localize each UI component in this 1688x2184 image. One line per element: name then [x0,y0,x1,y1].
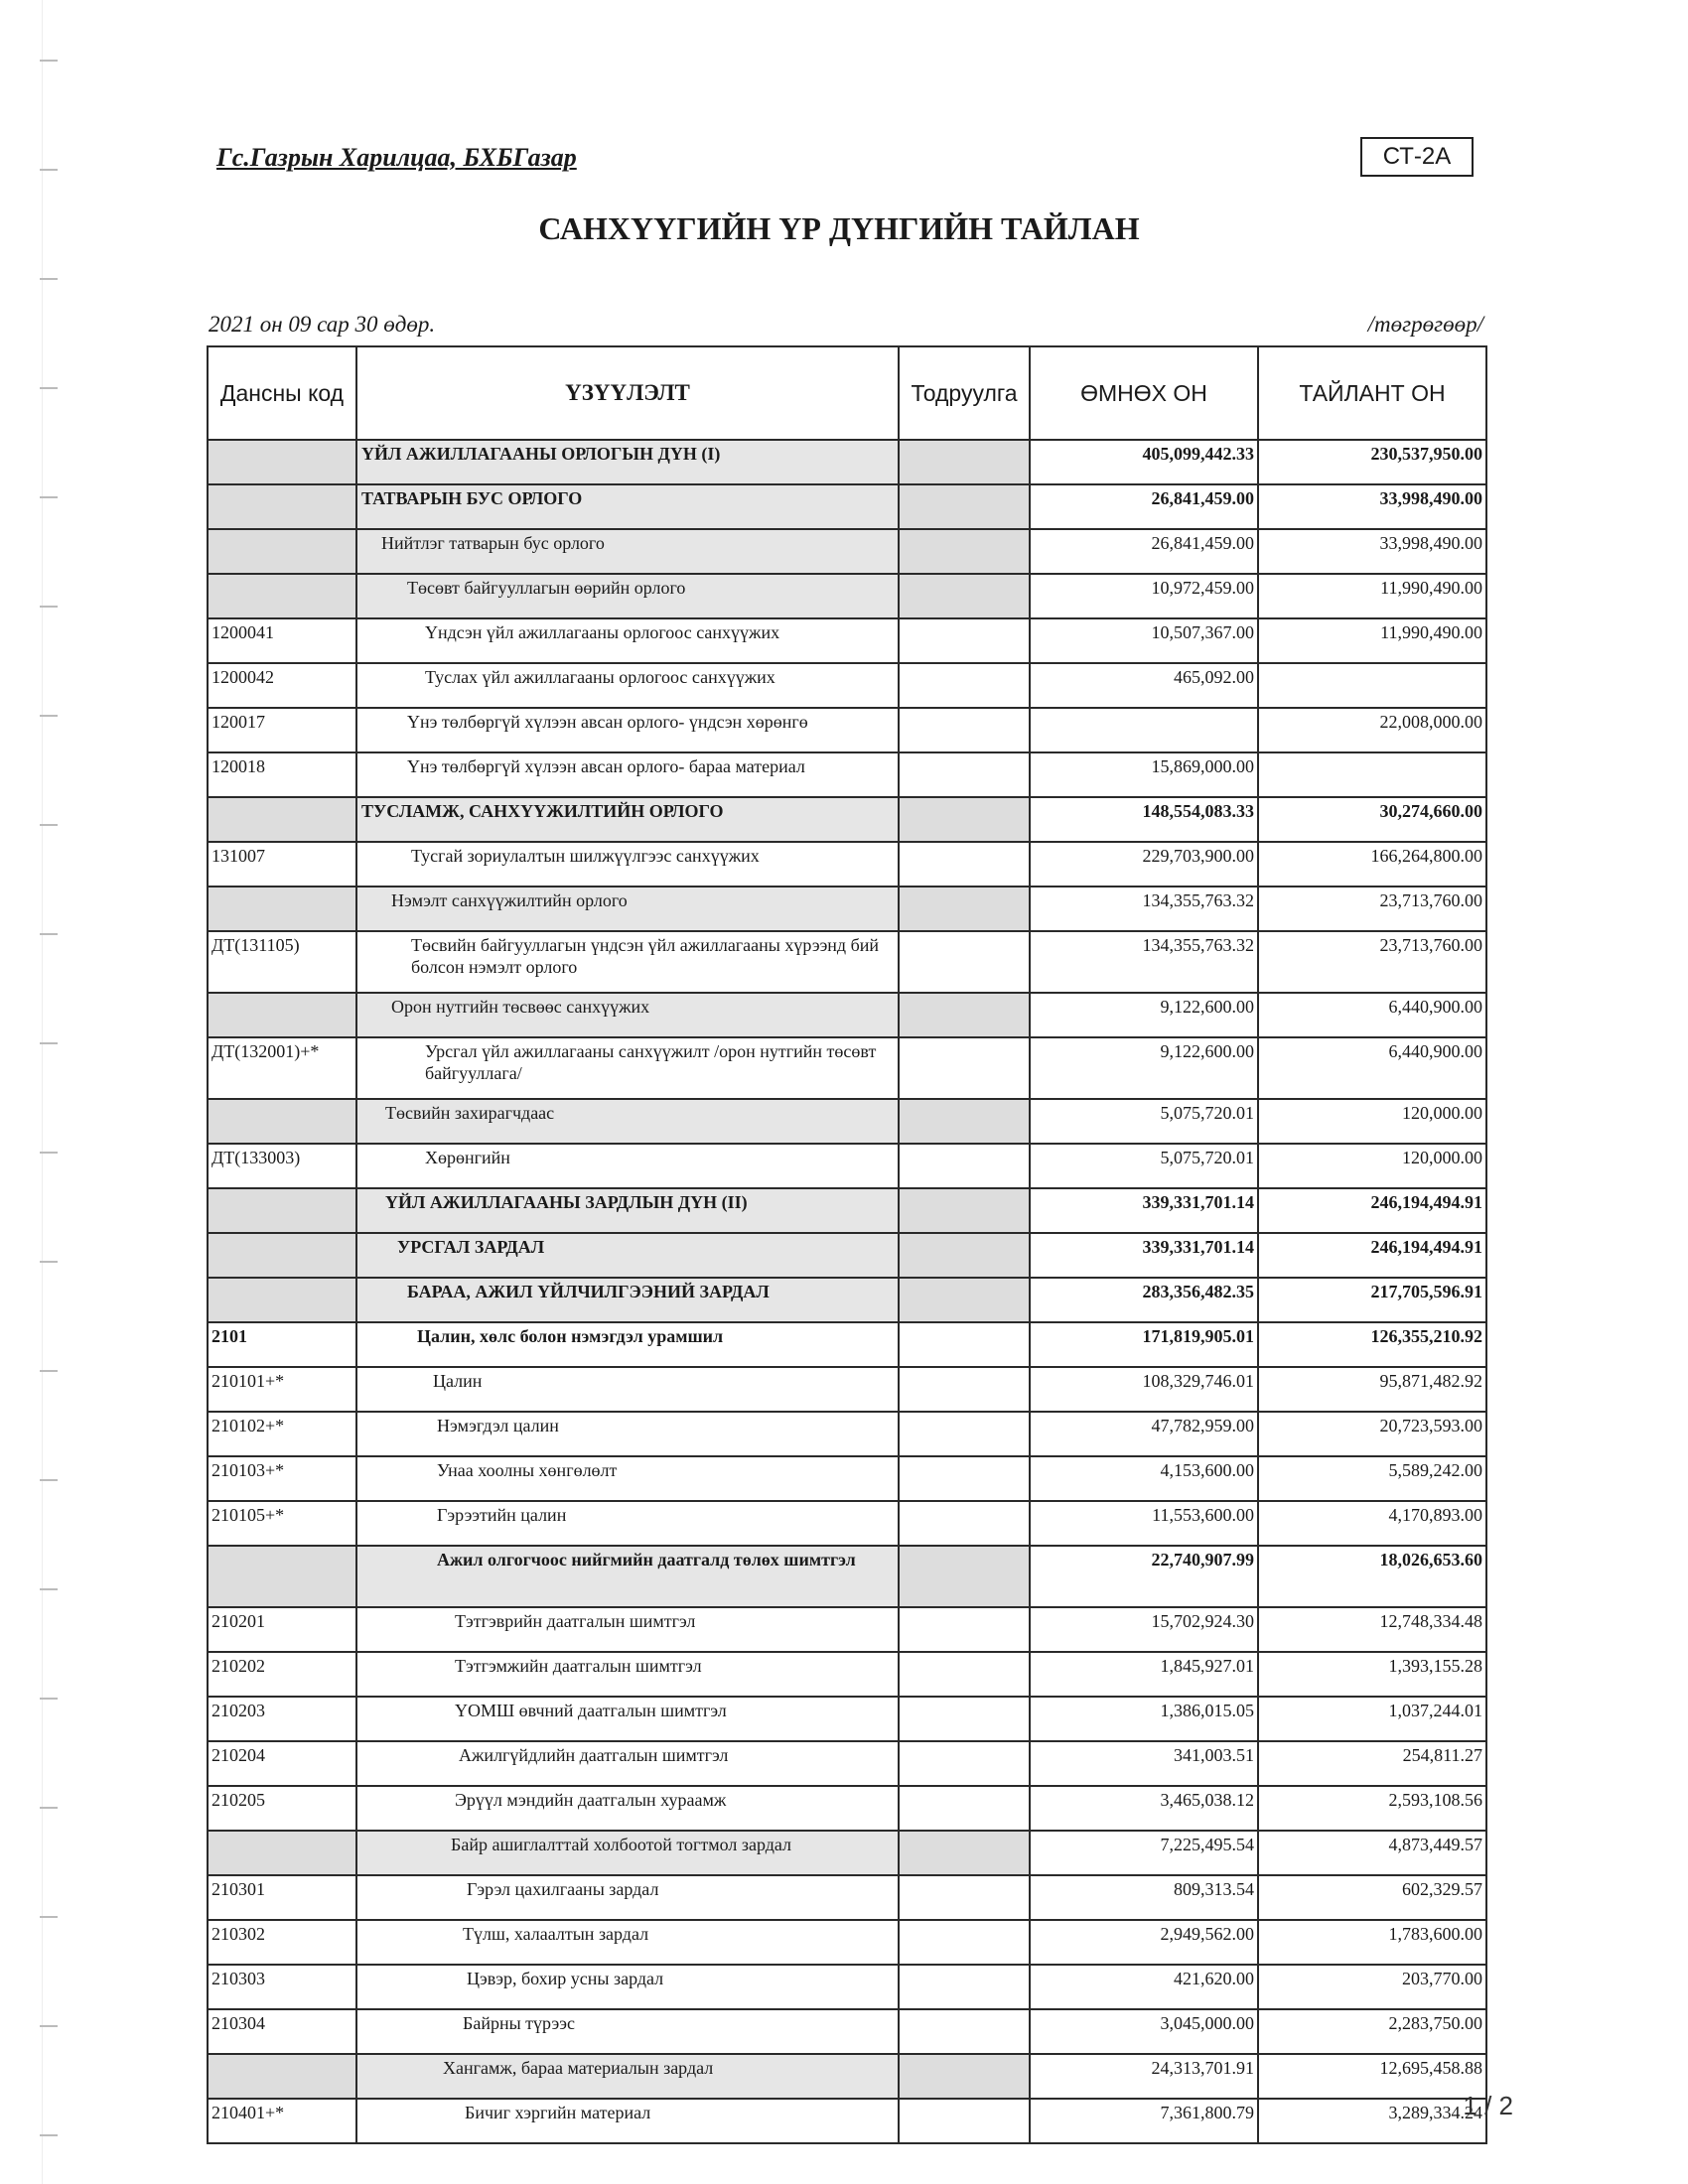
previous-year-value: 148,554,083.33 [1030,797,1258,842]
description-cell: Орон нутгийн төсвөөс санхүүжих [356,993,899,1037]
note-cell [899,1278,1030,1322]
binder-mark [40,1698,58,1700]
table-row [208,1144,1486,1188]
table-row [208,484,1486,529]
current-year-value: 20,723,593.00 [1258,1412,1486,1456]
table-row [208,2054,1486,2099]
previous-year-value: 339,331,701.14 [1030,1233,1258,1278]
account-code-cell [208,1546,356,1607]
page-number: 1 / 2 [1463,2091,1513,2120]
binder-mark [40,1916,58,1918]
note-cell [899,1831,1030,1875]
table-row [208,1037,1486,1099]
note-cell [899,1501,1030,1546]
current-year-value: 30,274,660.00 [1258,797,1486,842]
note-cell [899,1322,1030,1367]
previous-year-value: 283,356,482.35 [1030,1278,1258,1322]
note-cell [899,752,1030,797]
current-year-value: 22,008,000.00 [1258,708,1486,752]
binder-mark [40,2134,58,2136]
table-row [208,2099,1486,2143]
previous-year-value: 22,740,907.99 [1030,1546,1258,1607]
table-row [208,797,1486,842]
account-code-cell: 1200042 [208,663,356,708]
table-row [208,574,1486,618]
current-year-value [1258,663,1486,708]
report-date: 2021 он 09 сар 30 өдөр. [209,312,436,337]
previous-year-value: 26,841,459.00 [1030,484,1258,529]
current-year-value: 120,000.00 [1258,1099,1486,1144]
table-row [208,1412,1486,1456]
table-row [208,1831,1486,1875]
account-code-cell [208,2054,356,2099]
description-cell: Байрны түрээс [356,2009,899,2054]
account-code-cell: 131007 [208,842,356,887]
table-row [208,440,1486,484]
note-cell [899,1367,1030,1412]
current-year-value: 18,026,653.60 [1258,1546,1486,1607]
current-year-value: 6,440,900.00 [1258,993,1486,1037]
note-cell [899,529,1030,574]
note-cell [899,1233,1030,1278]
account-code-cell: 210205 [208,1786,356,1831]
table-header-row [208,346,1486,440]
account-code-cell: 2101 [208,1322,356,1367]
binder-mark [40,1261,58,1263]
description-cell: Үнэ төлбөргүй хүлээн авсан орлого- бараа материал [356,752,899,797]
current-year-value [1258,752,1486,797]
current-year-value: 2,283,750.00 [1258,2009,1486,2054]
previous-year-value: 5,075,720.01 [1030,1099,1258,1144]
note-cell [899,1697,1030,1741]
note-cell [899,1099,1030,1144]
previous-year-value [1030,708,1258,752]
form-code-box: СТ-2А [1360,137,1474,177]
table-row [208,1099,1486,1144]
account-code-cell [208,484,356,529]
binder-mark [40,933,58,935]
previous-year-value: 339,331,701.14 [1030,1188,1258,1233]
account-code-cell: 120017 [208,708,356,752]
note-cell [899,887,1030,931]
description-cell: Тэтгэврийн даатгалын шимтгэл [356,1607,899,1652]
previous-year-value: 7,225,495.54 [1030,1831,1258,1875]
previous-year-value: 171,819,905.01 [1030,1322,1258,1367]
current-year-value: 12,695,458.88 [1258,2054,1486,2099]
account-code-cell [208,887,356,931]
column-header-code: Дансны код [208,346,356,440]
account-code-cell: 210105+* [208,1501,356,1546]
description-cell: Туслах үйл ажиллагааны орлогоос санхүүжих [356,663,899,708]
previous-year-value: 1,386,015.05 [1030,1697,1258,1741]
account-code-cell [208,529,356,574]
table-row [208,887,1486,931]
description-cell: Хөрөнгийн [356,1144,899,1188]
binder-mark [40,278,58,280]
note-cell [899,931,1030,993]
current-year-value: 11,990,490.00 [1258,618,1486,663]
table-row [208,1233,1486,1278]
account-code-cell: 210401+* [208,2099,356,2143]
current-year-value: 1,783,600.00 [1258,1920,1486,1965]
current-year-value: 95,871,482.92 [1258,1367,1486,1412]
table-row [208,1965,1486,2009]
previous-year-value: 26,841,459.00 [1030,529,1258,574]
note-cell [899,574,1030,618]
current-year-value: 203,770.00 [1258,1965,1486,2009]
account-code-cell [208,1099,356,1144]
description-cell: Ажилгүйдлийн даатгалын шимтгэл [356,1741,899,1786]
description-cell: Цэвэр, бохир усны зардал [356,1965,899,2009]
binder-mark [40,60,58,62]
account-code-cell [208,993,356,1037]
previous-year-value: 2,949,562.00 [1030,1920,1258,1965]
description-cell: Бичиг хэргийн материал [356,2099,899,2143]
table-row [208,1278,1486,1322]
table-row [208,2009,1486,2054]
current-year-value: 4,873,449.57 [1258,1831,1486,1875]
account-code-cell [208,797,356,842]
previous-year-value: 11,553,600.00 [1030,1501,1258,1546]
description-cell: ҮЙЛ АЖИЛЛАГААНЫ ОРЛОГЫН ДҮН (I) [356,440,899,484]
description-cell: Түлш, халаалтын зардал [356,1920,899,1965]
report-title: САНХҮҮГИЙН ҮР ДҮНГИЙН ТАЙЛАН [538,210,1140,246]
note-cell [899,2054,1030,2099]
table-row [208,663,1486,708]
table-row [208,529,1486,574]
previous-year-value: 47,782,959.00 [1030,1412,1258,1456]
current-year-value: 5,589,242.00 [1258,1456,1486,1501]
table-row [208,842,1486,887]
previous-year-value: 809,313.54 [1030,1875,1258,1920]
description-cell: Гэрэл цахилгааны зардал [356,1875,899,1920]
previous-year-value: 15,869,000.00 [1030,752,1258,797]
account-code-cell: 210304 [208,2009,356,2054]
description-cell: ҮЙЛ АЖИЛЛАГААНЫ ЗАРДЛЫН ДҮН (II) [356,1188,899,1233]
table-body [208,440,1486,2143]
description-cell: ТУСЛАМЖ, САНХҮҮЖИЛТИЙН ОРЛОГО [356,797,899,842]
table-row [208,1367,1486,1412]
description-cell: Хангамж, бараа материалын зардал [356,2054,899,2099]
note-cell [899,440,1030,484]
table-row [208,1322,1486,1367]
note-cell [899,663,1030,708]
column-header-current-year: ТАЙЛАНТ ОН [1258,346,1486,440]
table-row [208,1741,1486,1786]
note-cell [899,993,1030,1037]
note-cell [899,1652,1030,1697]
current-year-value: 254,811.27 [1258,1741,1486,1786]
previous-year-value: 229,703,900.00 [1030,842,1258,887]
note-cell [899,484,1030,529]
table-row [208,931,1486,993]
previous-year-value: 1,845,927.01 [1030,1652,1258,1697]
description-cell: Төсвийн байгууллагын үндсэн үйл ажиллагааны хүрээнд бий болсон нэмэлт орлого [356,931,899,993]
account-code-cell: 210301 [208,1875,356,1920]
description-cell: Нэмэгдэл цалин [356,1412,899,1456]
account-code-cell: 210103+* [208,1456,356,1501]
description-cell: Төсөвт байгууллагын өөрийн орлого [356,574,899,618]
description-cell: Тусгай зориулалтын шилжүүлгээс санхүүжих [356,842,899,887]
previous-year-value: 24,313,701.91 [1030,2054,1258,2099]
note-cell [899,1037,1030,1099]
description-cell: Цалин [356,1367,899,1412]
account-code-cell: 210202 [208,1652,356,1697]
description-cell: Тэтгэмжийн даатгалын шимтгэл [356,1652,899,1697]
previous-year-value: 5,075,720.01 [1030,1144,1258,1188]
description-cell: Эрүүл мэндийн даатгалын хураамж [356,1786,899,1831]
current-year-value: 23,713,760.00 [1258,887,1486,931]
description-cell: УРСГАЛ ЗАРДАЛ [356,1233,899,1278]
current-year-value: 23,713,760.00 [1258,931,1486,993]
description-cell: Урсгал үйл ажиллагааны санхүүжилт /орон нутгийн төсөвт байгууллага/ [356,1037,899,1099]
description-cell: Ажил олгогчоос нийгмийн даатгалд төлөх шимтгэл [356,1546,899,1607]
account-code-cell: 1200041 [208,618,356,663]
table-row [208,1501,1486,1546]
previous-year-value: 465,092.00 [1030,663,1258,708]
previous-year-value: 10,972,459.00 [1030,574,1258,618]
description-cell: Унаа хоолны хөнгөлөлт [356,1456,899,1501]
previous-year-value: 421,620.00 [1030,1965,1258,2009]
binder-mark [40,1479,58,1481]
binder-mark [40,2025,58,2027]
note-cell [899,797,1030,842]
current-year-value: 1,393,155.28 [1258,1652,1486,1697]
current-year-value: 33,998,490.00 [1258,529,1486,574]
binder-mark [40,387,58,389]
previous-year-value: 134,355,763.32 [1030,931,1258,993]
account-code-cell: 210204 [208,1741,356,1786]
current-year-value: 33,998,490.00 [1258,484,1486,529]
previous-year-value: 10,507,367.00 [1030,618,1258,663]
account-code-cell: 210101+* [208,1367,356,1412]
note-cell [899,1741,1030,1786]
note-cell [899,1188,1030,1233]
previous-year-value: 108,329,746.01 [1030,1367,1258,1412]
previous-year-value: 341,003.51 [1030,1741,1258,1786]
account-code-cell: 210201 [208,1607,356,1652]
table-row [208,1456,1486,1501]
note-cell [899,1144,1030,1188]
description-cell: Үндсэн үйл ажиллагааны орлогоос санхүүжих [356,618,899,663]
binder-margin-line [42,0,43,2184]
binder-mark [40,169,58,171]
currency-unit: /төгрөгөөр/ [1367,312,1483,337]
table-row [208,1607,1486,1652]
account-code-cell: ДТ(132001)+* [208,1037,356,1099]
previous-year-value: 3,465,038.12 [1030,1786,1258,1831]
note-cell [899,708,1030,752]
current-year-value: 6,440,900.00 [1258,1037,1486,1099]
table-row [208,752,1486,797]
current-year-value: 1,037,244.01 [1258,1697,1486,1741]
current-year-value: 4,170,893.00 [1258,1501,1486,1546]
binder-mark [40,1152,58,1154]
note-cell [899,1412,1030,1456]
current-year-value: 230,537,950.00 [1258,440,1486,484]
previous-year-value: 405,099,442.33 [1030,440,1258,484]
description-cell: ҮОМШ өвчний даатгалын шимтгэл [356,1697,899,1741]
table-row [208,1188,1486,1233]
note-cell [899,2099,1030,2143]
binder-mark [40,1588,58,1590]
account-code-cell [208,1188,356,1233]
description-cell: Цалин, хөлс болон нэмэгдэл урамшил [356,1322,899,1367]
current-year-value: 12,748,334.48 [1258,1607,1486,1652]
description-cell: ТАТВАРЫН БУС ОРЛОГО [356,484,899,529]
current-year-value: 246,194,494.91 [1258,1233,1486,1278]
table-row [208,1920,1486,1965]
current-year-value: 217,705,596.91 [1258,1278,1486,1322]
description-cell: Үнэ төлбөргүй хүлээн авсан орлого- үндсэн хөрөнгө [356,708,899,752]
note-cell [899,1456,1030,1501]
account-code-cell [208,574,356,618]
binder-mark [40,1370,58,1372]
binder-mark [40,1807,58,1809]
current-year-value: 166,264,800.00 [1258,842,1486,887]
current-year-value: 3,289,334.24 [1258,2099,1486,2143]
binder-mark [40,496,58,498]
table-row [208,993,1486,1037]
binder-mark [40,606,58,608]
table-row [208,1546,1486,1607]
current-year-value: 246,194,494.91 [1258,1188,1486,1233]
description-cell: Нийтлэг татварын бус орлого [356,529,899,574]
note-cell [899,1607,1030,1652]
table-row [208,1786,1486,1831]
account-code-cell [208,1831,356,1875]
description-cell: Нэмэлт санхүүжилтийн орлого [356,887,899,931]
previous-year-value: 15,702,924.30 [1030,1607,1258,1652]
table-row [208,618,1486,663]
column-header-note: Тодруулга [899,346,1030,440]
account-code-cell: 210102+* [208,1412,356,1456]
note-cell [899,1965,1030,2009]
account-code-cell [208,440,356,484]
organization-name: Гс.Газрын Харилцаа, БХБГазар [216,143,577,172]
column-header-description: ҮЗҮҮЛЭЛТ [356,346,899,440]
previous-year-value: 9,122,600.00 [1030,1037,1258,1099]
note-cell [899,1875,1030,1920]
description-cell: Төсвийн захирагчдаас [356,1099,899,1144]
binder-mark [40,1042,58,1044]
description-cell: Гэрээтийн цалин [356,1501,899,1546]
current-year-value: 11,990,490.00 [1258,574,1486,618]
previous-year-value: 4,153,600.00 [1030,1456,1258,1501]
account-code-cell: 210303 [208,1965,356,2009]
account-code-cell: ДТ(131105) [208,931,356,993]
column-header-previous-year: ӨМНӨХ ОН [1030,346,1258,440]
previous-year-value: 9,122,600.00 [1030,993,1258,1037]
binder-mark [40,824,58,826]
previous-year-value: 7,361,800.79 [1030,2099,1258,2143]
description-cell: Байр ашиглалттай холбоотой тогтмол зардал [356,1831,899,1875]
note-cell [899,1546,1030,1607]
note-cell [899,618,1030,663]
table-row [208,1875,1486,1920]
account-code-cell: 120018 [208,752,356,797]
account-code-cell: 210203 [208,1697,356,1741]
note-cell [899,842,1030,887]
description-cell: БАРАА, АЖИЛ ҮЙЛЧИЛГЭЭНИЙ ЗАРДАЛ [356,1278,899,1322]
current-year-value: 120,000.00 [1258,1144,1486,1188]
binder-mark [40,715,58,717]
table-row [208,708,1486,752]
account-code-cell: 210302 [208,1920,356,1965]
note-cell [899,2009,1030,2054]
account-code-cell [208,1278,356,1322]
previous-year-value: 3,045,000.00 [1030,2009,1258,2054]
table-row [208,1652,1486,1697]
note-cell [899,1920,1030,1965]
table-row [208,1697,1486,1741]
account-code-cell: ДТ(133003) [208,1144,356,1188]
financial-results-table [207,345,1487,2144]
previous-year-value: 134,355,763.32 [1030,887,1258,931]
current-year-value: 602,329.57 [1258,1875,1486,1920]
current-year-value: 126,355,210.92 [1258,1322,1486,1367]
account-code-cell [208,1233,356,1278]
current-year-value: 2,593,108.56 [1258,1786,1486,1831]
note-cell [899,1786,1030,1831]
